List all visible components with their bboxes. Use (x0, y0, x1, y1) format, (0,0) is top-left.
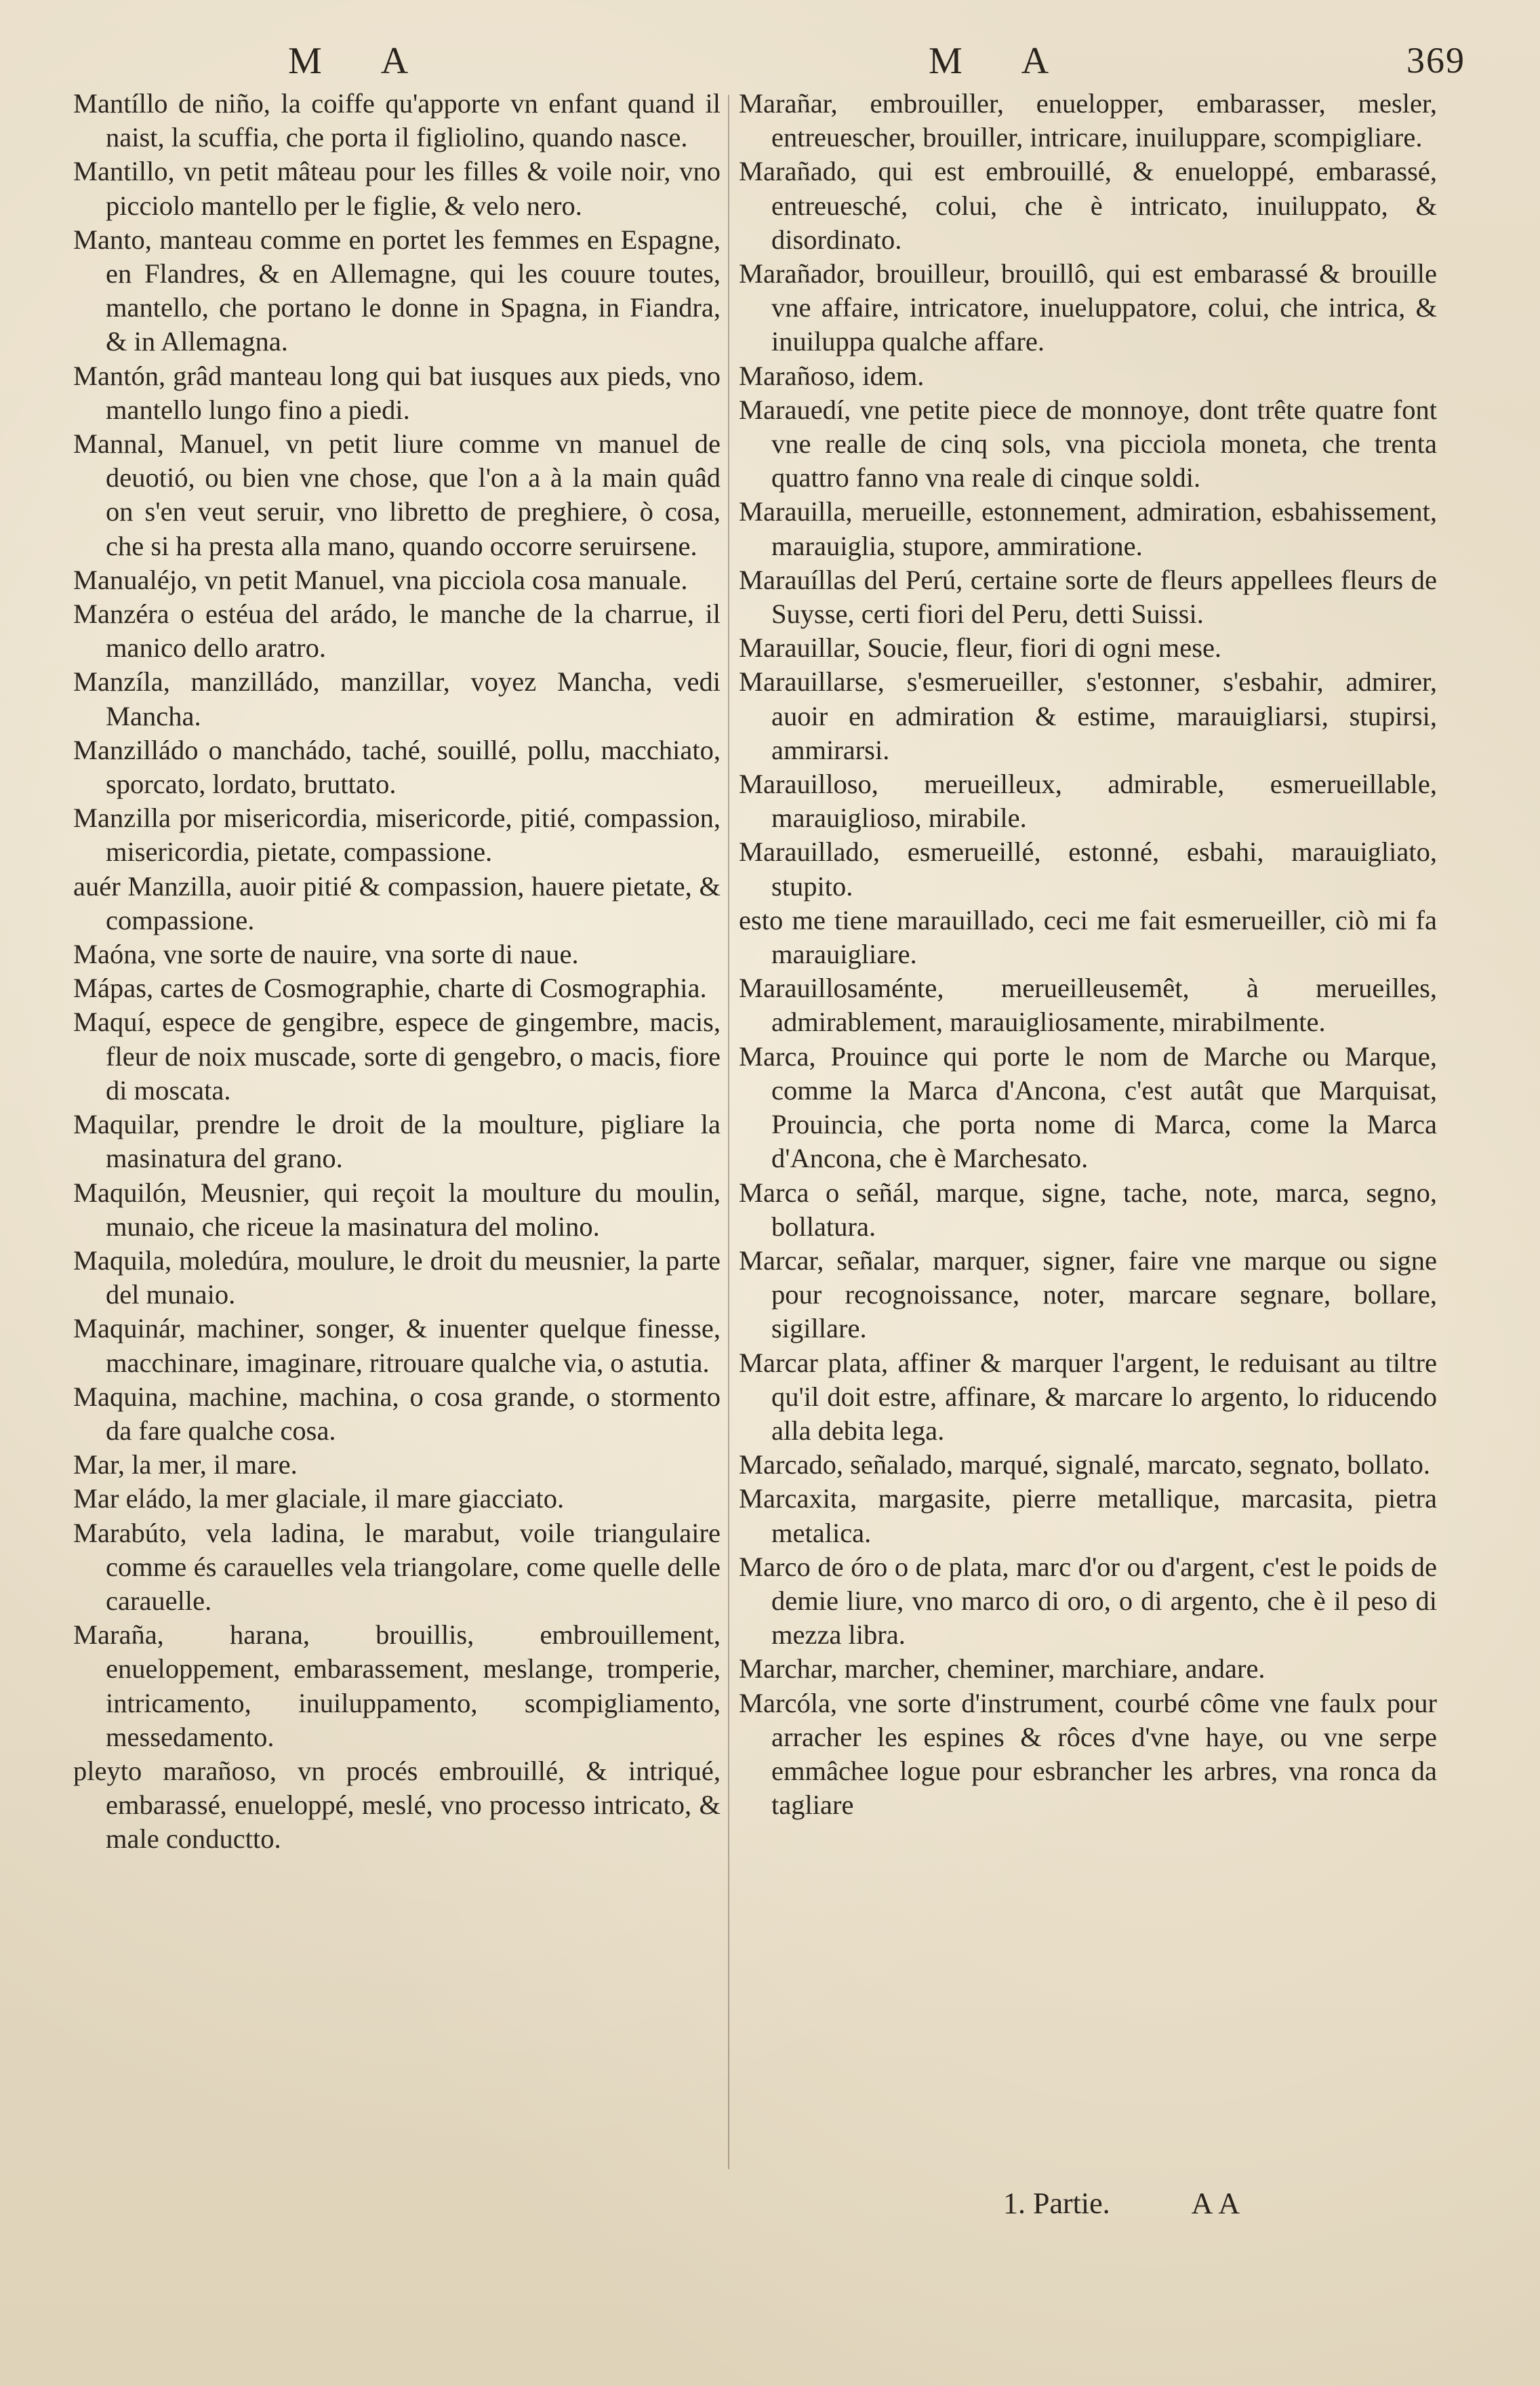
dictionary-entry: Manzíla, manzilládo, manzillar, voyez Mancha, vedi Mancha. (73, 666, 721, 731)
dictionary-entry: Marañador, brouilleur, brouillô, qui est embarassé & brouille vne affaire, intricatore, inueluppatore, colui, che intrica, & inuiluppa qualche affare. (739, 258, 1437, 357)
dictionary-entry: Marabúto, vela ladina, le marabut, voile triangulaire comme és carauelles vela triangolare, come quelle delle carauelle. (73, 1517, 721, 1616)
dictionary-entry: Marcóla, vne sorte d'instrument, courbé côme vne faulx pour arracher les espines & rôces d'vne haye, ou vne serpe emmâchee logue pour esbrancher les arbres, vna ronca da tagliare (739, 1687, 1437, 1821)
dictionary-entry: Mannal, Manuel, vn petit liure comme vn manuel de deuotió, ou bien vne chose, que l'on a à la main quâd on s'en veut seruir, vno libretto de preghiere, ò cosa, che si ha presta alla mano, quando occorre seruirsene. (73, 428, 721, 561)
dictionary-entry: Maquila, moledúra, moulure, le droit du meusnier, la parte del munaio. (73, 1245, 721, 1310)
dictionary-entry: Marauedí, vne petite piece de monnoye, dont trête quatre font vne realle de cinq sols, vna picciola moneta, che trenta quattro fanno vna reale di cinque soldi. (739, 394, 1437, 493)
dictionary-entry: Marcaxita, margasite, pierre metallique, marcasita, pietra metalica. (739, 1483, 1437, 1548)
dictionary-entry: Maraña, harana, brouillis, embrouillement, enueloppement, embarassement, meslange, tromperie, intricamento, inuiluppamento, scompigliamento, messedamento. (73, 1619, 721, 1752)
dictionary-entry: Marauillado, esmerueillé, estonné, esbahi, marauigliato, stupito. (739, 836, 1437, 902)
running-head-left: M A (288, 40, 434, 82)
dictionary-entry: Marañoso, idem. (739, 360, 925, 391)
dictionary-entry: Marcar plata, affiner & marquer l'argent, le reduisant au tiltre qu'il doit estre, affinare, & marcare lo argento, lo riducendo alla debita lega. (739, 1347, 1437, 1446)
signature-mark: AA (1191, 2187, 1246, 2220)
dictionary-entry: Maquí, espece de gengibre, espece de gingembre, macis, fleur de noix muscade, sorte di gengebro, o macis, fiore di moscata. (73, 1007, 721, 1106)
dictionary-entry: Marca o señál, marque, signe, tache, note, marca, segno, bollatura. (739, 1177, 1437, 1242)
dictionary-entry: Maóna, vne sorte de nauire, vna sorte di naue. (73, 939, 579, 970)
page-footer (1003, 2186, 1245, 2221)
dictionary-entry: Marauilla, merueille, estonnement, admiration, esbahissement, marauiglia, stupore, ammiratione. (739, 496, 1437, 561)
right-column (739, 87, 1437, 2195)
dictionary-entry: Maquina, machine, machina, o cosa grande, o stormento da fare qualche cosa. (73, 1381, 721, 1446)
column-divider (728, 95, 729, 2169)
dictionary-entry: esto me tiene marauillado, ceci me fait esmerueiller, ciò mi fa marauigliare. (739, 904, 1437, 970)
dictionary-entry: Mar eládo, la mer glaciale, il mare giacciato. (73, 1483, 565, 1514)
dictionary-entry: Marauillarse, s'esmerueiller, s'estonner, s'esbahir, admirer, auoir en admiration & estime, marauigliarsi, stupirsi, ammirarsi. (739, 666, 1437, 765)
dictionary-entry: Marauillosaménte, merueilleusemêt, à merueilles, admirablement, marauigliosamente, mirabilmente. (739, 973, 1437, 1038)
dictionary-entry: Marauilloso, merueilleux, admirable, esmerueillable, marauiglioso, mirabile. (739, 769, 1437, 834)
dictionary-entry: Mar, la mer, il mare. (73, 1449, 298, 1480)
dictionary-entry: Mápas, cartes de Cosmographie, charte di Cosmographia. (73, 973, 707, 1004)
dictionary-entry: Marcado, señalado, marqué, signalé, marcato, segnato, bollato. (739, 1449, 1431, 1480)
dictionary-entry: Maquilar, prendre le droit de la moulture, pigliare la masinatura del grano. (73, 1109, 721, 1174)
dictionary-entry: Marañar, embrouiller, enuelopper, embarasser, mesler, entreuescher, brouiller, intricare, inuiluppare, scompigliare. (739, 88, 1437, 153)
dictionary-entry: Maquinár, machiner, songer, & inuenter quelque finesse, macchinare, imaginare, ritrouare qualche via, o astutia. (73, 1313, 721, 1378)
dictionary-entry: Mantíllo de niño, la coiffe qu'apporte vn enfant quand il naist, la scuffia, che porta il figliolino, quando nasce. (73, 88, 721, 153)
dictionary-entry: Manto, manteau comme en portet les femmes en Espagne, en Flandres, & en Allemagne, qui les couure toutes, mantello, che portano le donne in Spagna, in Fiandra, & in Allemagna. (73, 224, 721, 357)
dictionary-entry: Marauíllas del Perú, certaine sorte de fleurs appellees fleurs de Suysse, certi fiori del Peru, detti Suissi. (739, 564, 1437, 630)
dictionary-entry: Marca, Prouince qui porte le nom de Marche ou Marque, comme la Marca d'Ancona, c'est autât que Marquisat, Prouincia, che porta nome di Marca, come la Marca d'Ancona, che è Marchesato. (739, 1040, 1437, 1174)
dictionary-entry: Manualéjo, vn petit Manuel, vna picciola cosa manuale. (73, 564, 688, 595)
dictionary-entry: Marcar, señalar, marquer, signer, faire vne marque ou signe pour recognoissance, noter, marcare segnare, bollare, sigillare. (739, 1245, 1437, 1344)
dictionary-entry: Manzilládo o manchádo, taché, souillé, pollu, macchiato, sporcato, lordato, bruttato. (73, 734, 721, 800)
dictionary-entry: pleyto marañoso, vn procés embrouillé, & intriqué, embarassé, enueloppé, meslé, vno processo intricato, & male conductto. (73, 1755, 721, 1855)
dictionary-entry: Marauillar, Soucie, fleur, fiori di ogni mese. (739, 632, 1222, 664)
dictionary-entry: Manzéra o estéua del arádo, le manche de la charrue, il manico dello aratro. (73, 599, 721, 664)
page-number: 369 (1406, 40, 1465, 81)
dictionary-entry: Marañado, qui est embrouillé, & enueloppé, embarassé, entreuesché, colui, che è intricato, inuiluppato, & disordinato. (739, 156, 1437, 255)
dictionary-entry: Mantillo, vn petit mâteau pour les filles & voile noir, vno picciolo mantello per le figlie, & velo nero. (73, 156, 721, 221)
dictionary-entry: Marchar, marcher, cheminer, marchiare, andare. (739, 1653, 1265, 1684)
dictionary-entry: Maquilón, Meusnier, qui reçoit la moulture du moulin, munaio, che riceue la masinatura del molino. (73, 1177, 721, 1242)
running-head-right: M A (929, 40, 1075, 82)
left-column (73, 87, 721, 2195)
dictionary-entry: Mantón, grâd manteau long qui bat iusques aux pieds, vno mantello lungo fino a piedi. (73, 360, 721, 425)
dictionary-entry: Marco de óro o de plata, marc d'or ou d'argent, c'est le poids de demie liure, vno marco di oro, o di argento, che è il peso di mezza libra. (739, 1551, 1437, 1651)
dictionary-entry: auér Manzilla, auoir pitié & compassion, hauere pietate, & compassione. (73, 870, 721, 935)
part-label: 1. Partie. (1003, 2187, 1110, 2220)
dictionary-entry: Manzilla por misericordia, misericorde, pitié, compassion, misericordia, pietate, compassione. (73, 803, 721, 868)
